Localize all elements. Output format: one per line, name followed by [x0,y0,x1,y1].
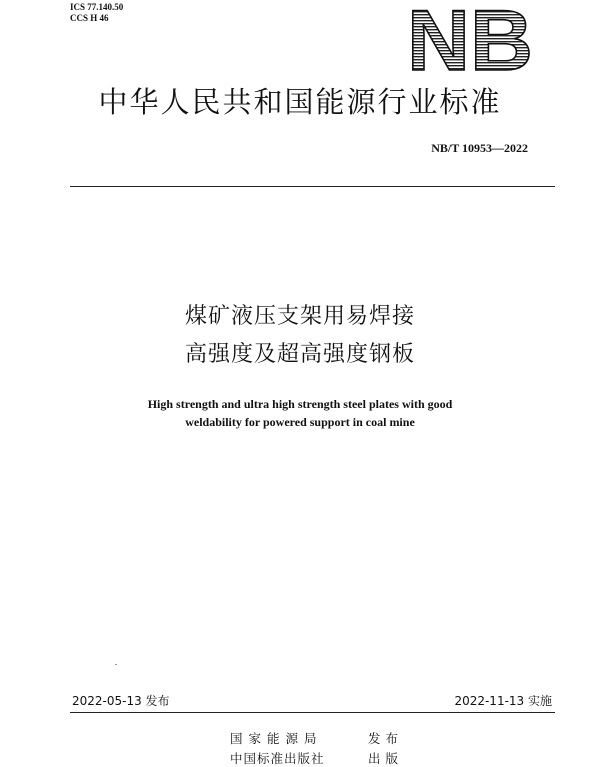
issue-date: 2022-05-13 发布 [72,694,170,708]
bottom-divider [70,712,555,713]
publisher-action: 出版 [368,751,404,766]
standard-type: 中华人民共和国能源行业标准 [98,85,502,119]
implementation-date: 2022-11-13 实施 [454,694,552,708]
standard-number: NB/T 10953—2022 [431,141,528,155]
issuer-name: 国家能源局 [230,731,323,746]
issuer-action: 发布 [368,731,404,746]
title-en-line-2: weldability for powered support in coal mine [185,415,415,429]
scan-speck [115,664,117,665]
ics-code: ICS 77.140.50 [70,2,124,12]
nb-logo [405,2,535,74]
nb-logo-text: NB [407,2,533,74]
title-cn-line-2: 高强度及超高强度钢板 [184,342,415,367]
title-en-line-1: High strength and ultra high strength steel plates with good [147,397,453,411]
title-cn-line-1: 煤矿液压支架用易焊接 [184,304,415,329]
publisher-name: 中国标准出版社 [230,751,325,766]
top-divider [70,186,555,187]
ccs-code: CCS H 46 [70,13,109,23]
